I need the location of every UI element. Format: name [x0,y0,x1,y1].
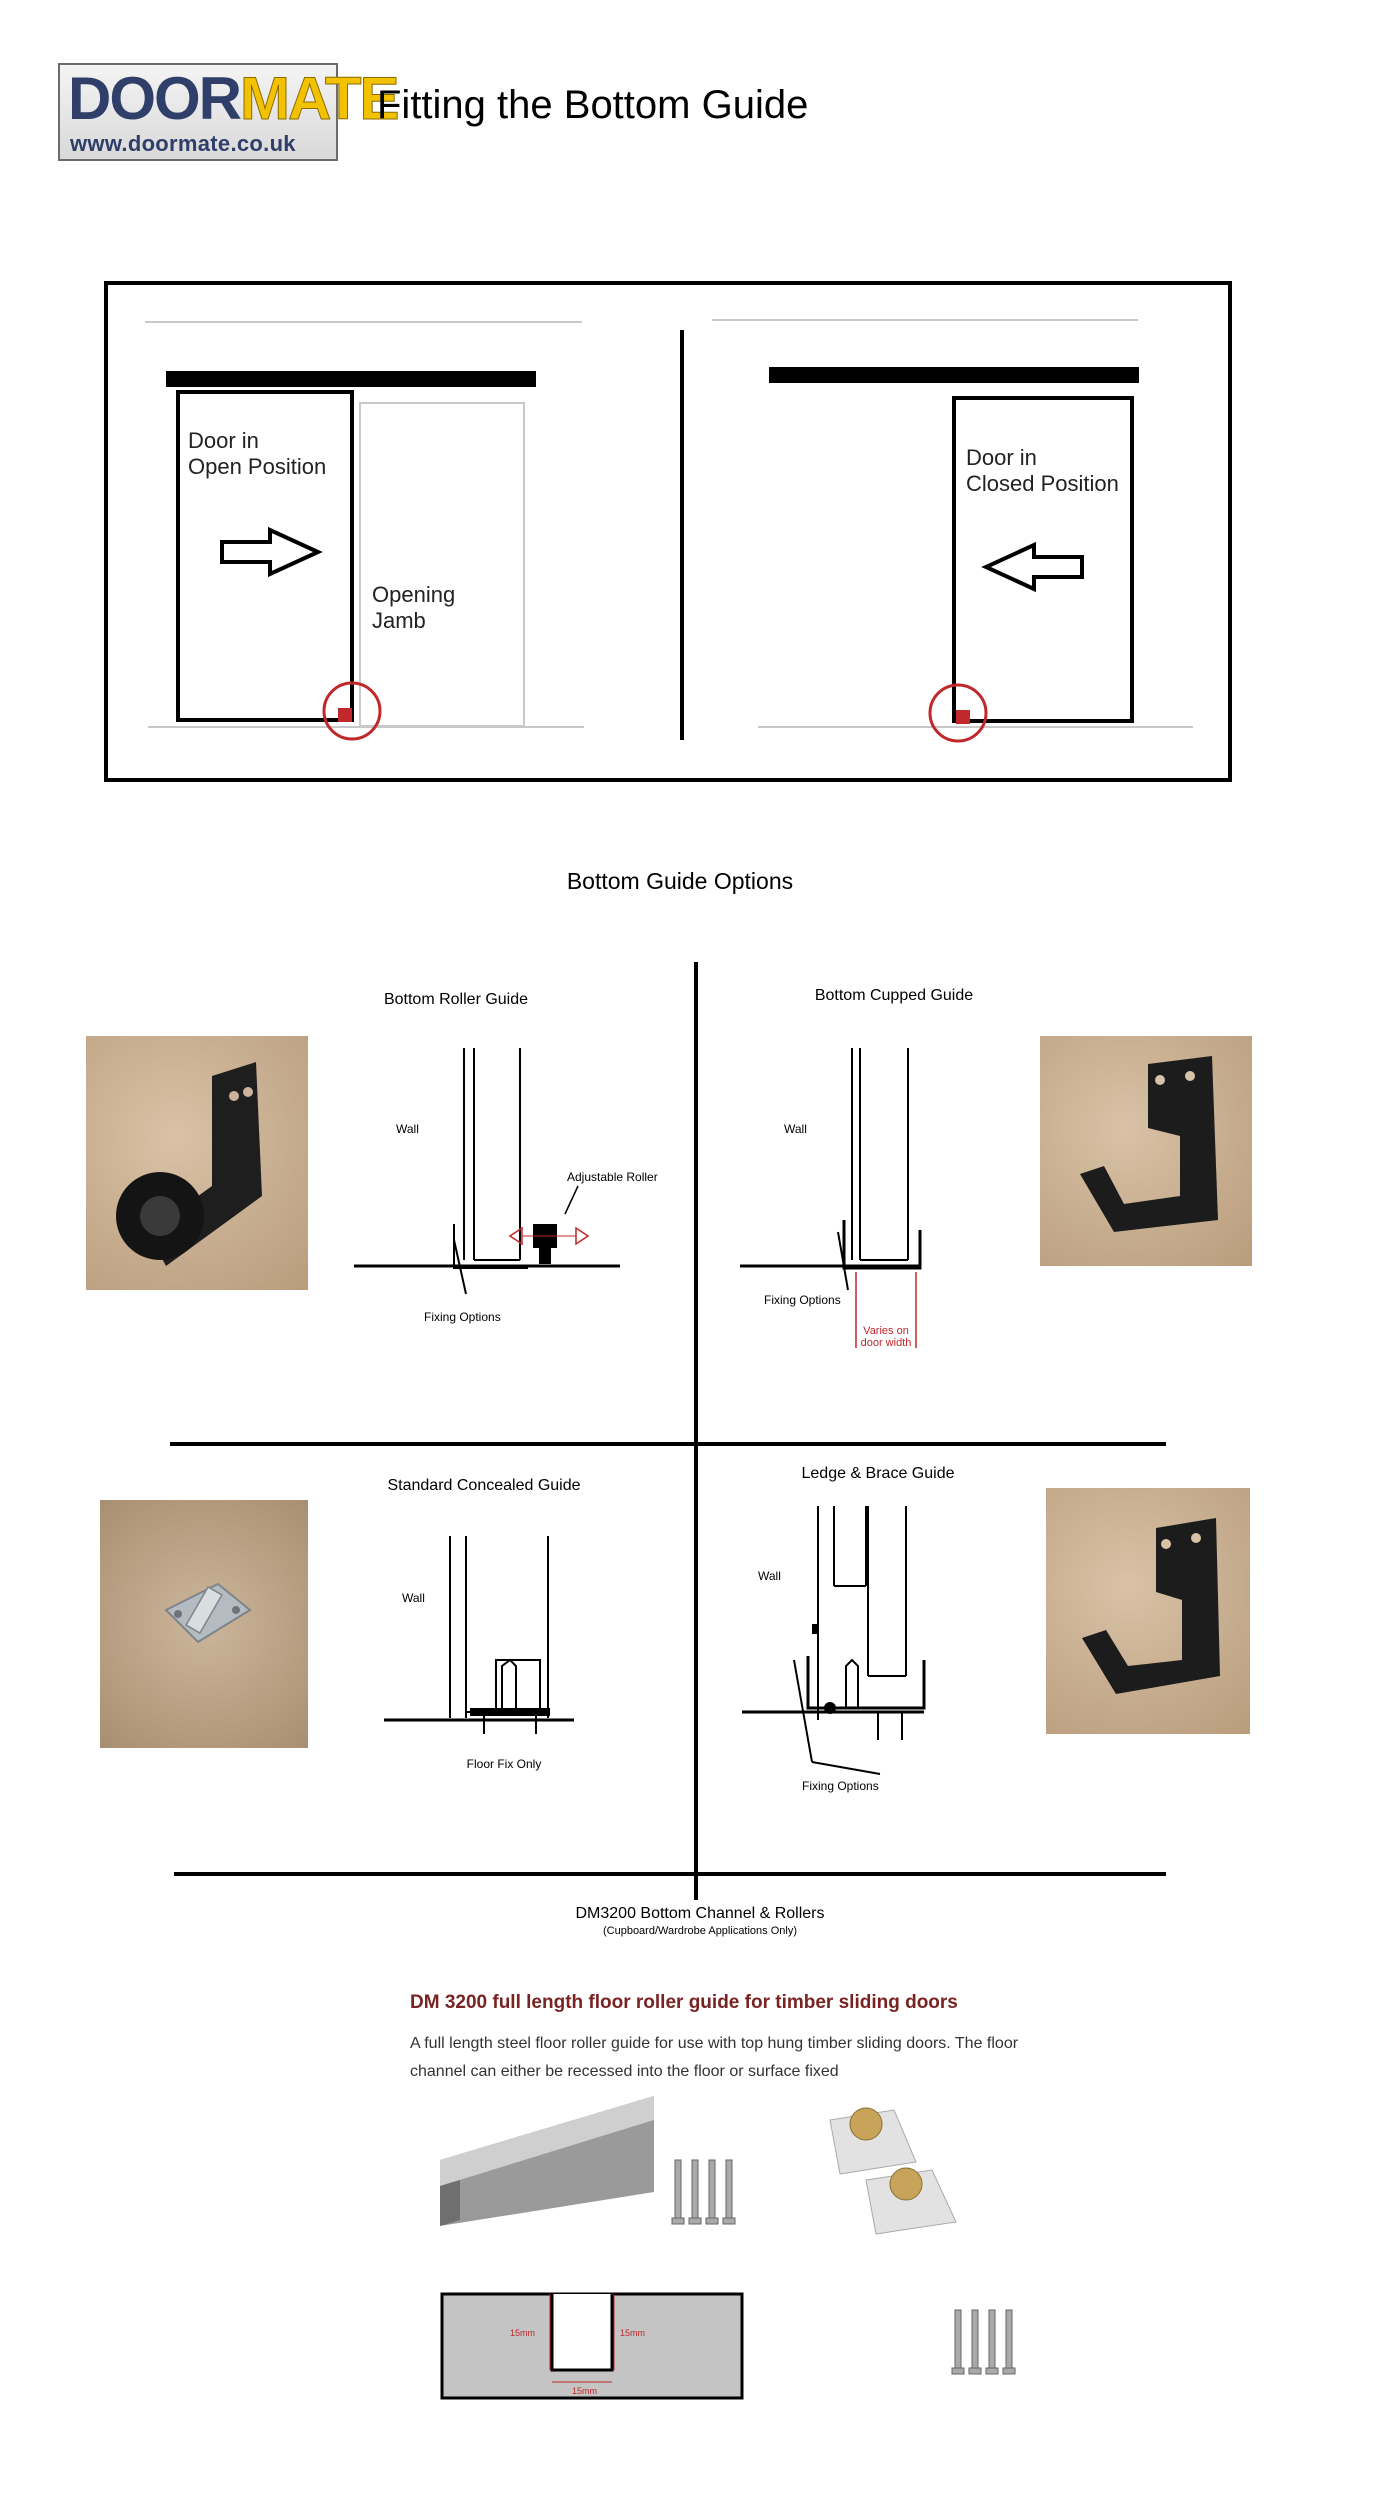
svg-text:Door in: Door in [966,445,1037,470]
channel-title: DM3200 Bottom Channel & Rollers [575,1905,825,1922]
page-title: Fitting the Bottom Guide [377,83,809,127]
svg-text:15mm: 15mm [510,2328,536,2338]
logo-wordmark: DOORMATE [68,65,398,132]
product-heading: DM 3200 full length floor roller guide for timber sliding doors [410,1992,958,2013]
svg-text:15mm: 15mm [620,2328,646,2338]
svg-text:Bottom Roller Guide: Bottom Roller Guide [383,991,529,1008]
svg-text:Closed Position: Closed Position [966,471,1119,496]
svg-text:Wall: Wall [402,1591,425,1605]
svg-text:Varies on: Varies on [863,1325,909,1337]
channel-product-drawings [420,2090,1040,2410]
svg-text:Fixing Options: Fixing Options [802,1779,879,1793]
svg-text:Door in: Door in [188,428,259,453]
cupped-guide-photo [1040,1036,1252,1266]
options-title: Bottom Guide Options [566,868,794,894]
svg-text:Floor Fix Only: Floor Fix Only [466,1757,542,1771]
svg-text:15mm: 15mm [572,2386,598,2396]
svg-text:Jamb: Jamb [372,608,426,633]
svg-text:Ledge & Brace Guide: Ledge & Brace Guide [801,1465,955,1482]
ledge-brace-guide-photo [1046,1488,1250,1734]
svg-text:Wall: Wall [396,1122,419,1136]
svg-text:Wall: Wall [758,1569,781,1583]
svg-text:door width: door width [860,1337,912,1349]
svg-text:Fixing Options: Fixing Options [424,1310,501,1324]
logo-url: www.doormate.co.uk [70,131,296,156]
svg-text:Adjustable Roller: Adjustable Roller [567,1170,658,1184]
roller-guide-photo [86,1036,308,1290]
svg-text:Opening: Opening [372,582,456,607]
concealed-guide-photo [100,1500,308,1748]
svg-text:Open Position: Open Position [188,454,327,479]
svg-text:Bottom Cupped Guide: Bottom Cupped Guide [814,987,974,1004]
product-description: A full length steel floor roller guide for use with top hung timber sliding doors. The floor channel can either be recessed into the floor or surface fixed [410,2035,1019,2080]
svg-text:Wall: Wall [784,1122,807,1136]
svg-text:Fixing Options: Fixing Options [764,1293,841,1307]
door-position-diagram [0,0,1385,800]
svg-text:Standard Concealed Guide: Standard Concealed Guide [387,1477,581,1494]
channel-subtitle: (Cupboard/Wardrobe Applications Only) [602,1925,798,1937]
